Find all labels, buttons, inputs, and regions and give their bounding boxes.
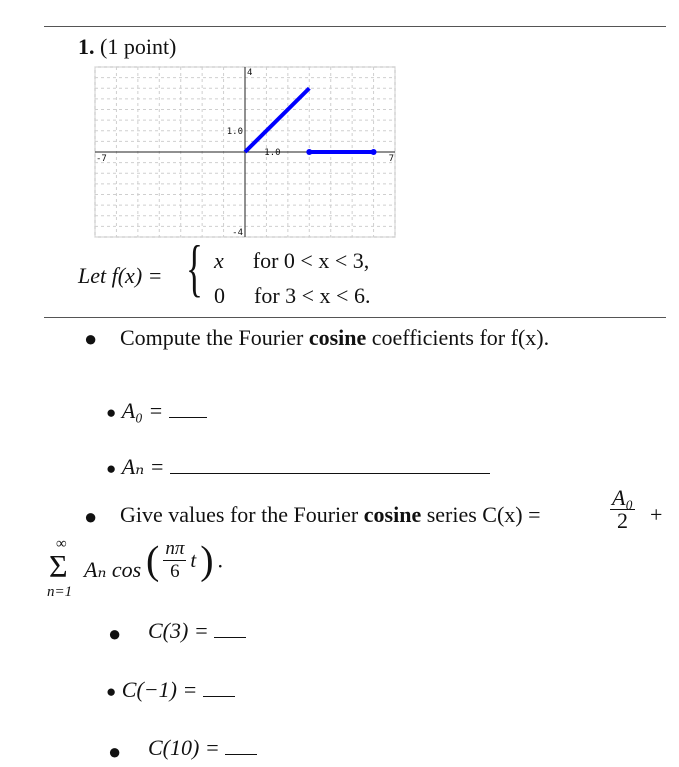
an-cos: Aₙ cos [84,557,142,582]
case-1 [214,248,369,274]
function-graph [85,62,405,242]
definition-lead: Let f(x) = [78,263,163,288]
left-brace: { [186,232,203,303]
c3-row [148,618,246,644]
cm1-answer[interactable] [203,695,235,697]
bullet-small: ● [106,682,117,701]
sum-bottom: n=1 [47,584,73,600]
sum-top: ∞ [56,536,67,552]
arg-var: t [190,548,197,572]
x-max-label: 7 [388,154,394,164]
period: . [217,547,224,573]
task1-pre: Compute the Fourier [120,325,304,350]
bullet-small: ● [106,403,117,422]
bullet: ● [108,739,122,764]
task2-bold: cosine [363,502,422,527]
task1-text [120,325,549,351]
y-min-label: -4 [232,228,243,238]
series-point [306,149,312,155]
case-2 [214,283,370,309]
case-1-condition: for 0 < x < 3, [252,248,370,273]
a0-answer[interactable] [169,416,207,418]
case-2-condition: for 3 < x < 6. [254,283,371,308]
c3-answer[interactable] [214,636,246,638]
series-a0-fraction [610,487,635,532]
x-min-label: -7 [96,154,107,164]
x-tick-label: 1.0 [264,148,281,158]
problem-header [78,34,176,60]
bullet: ● [84,326,98,351]
mid-divider [44,317,666,318]
c3-label: C(3) = [148,618,209,643]
cos-argument [146,538,223,583]
bullet: ● [108,621,122,646]
paren-right: ) [200,537,214,583]
arg-den: 6 [170,561,180,582]
cm1-row [106,677,235,703]
y-max-label: 4 [247,68,253,78]
cm1-label: C(−1) = [121,677,198,702]
a0-over-2-num: A₀ [612,485,634,510]
an-answer[interactable] [170,472,490,474]
task2-pre: Give values for the Fourier [120,502,359,527]
task1-post: coefficients for f(x). [371,325,550,350]
paren-left: ( [146,537,160,583]
series-point [371,149,377,155]
problem-number: 1. [78,34,95,59]
a0-label: A₀ = [121,398,164,423]
task2-text [120,502,541,528]
task1-bold: cosine [308,325,367,350]
bullet: ● [84,504,98,529]
c10-row [148,735,257,761]
an-label: Aₙ = [121,454,165,479]
arg-num: nπ [165,538,185,559]
top-divider [44,26,666,27]
c10-answer[interactable] [225,753,257,755]
sum-term [84,557,141,583]
plus-sign: + [650,502,663,527]
graph-plot [245,88,377,155]
a0-row [106,398,207,424]
c10-label: C(10) = [148,735,220,760]
case-2-value: 0 [214,283,225,308]
sum-symbol: Σ [49,548,68,584]
function-definition [78,263,163,289]
problem-points: (1 point) [100,34,177,59]
y-tick-label: 1.0 [226,126,243,137]
bullet-small: ● [106,459,117,478]
task2-post: series C(x) = [426,502,541,527]
a0-over-2-den: 2 [617,508,629,533]
an-row [106,454,490,480]
case-1-value: x [214,248,224,273]
